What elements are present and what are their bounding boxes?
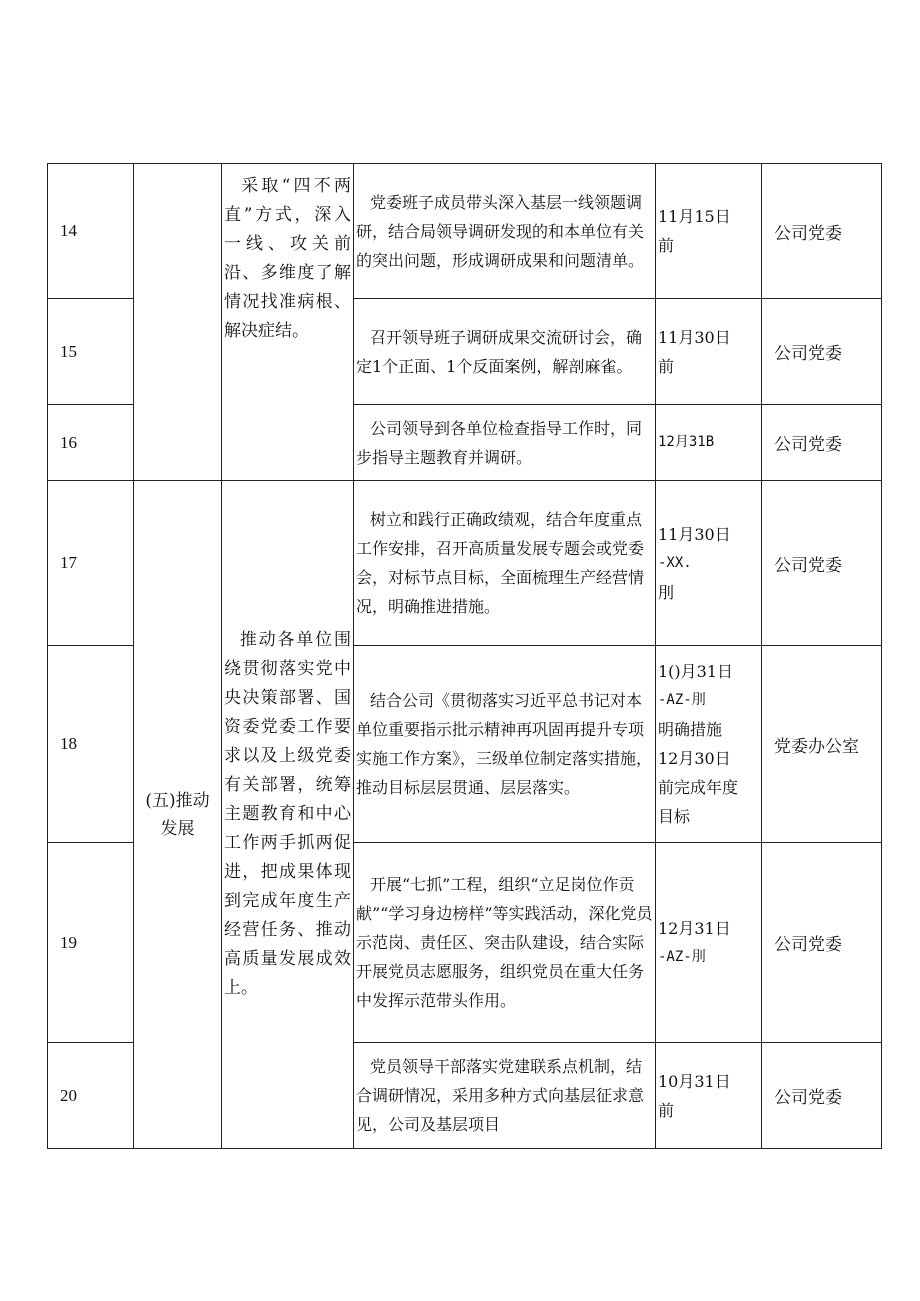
deadline-cell — [656, 299, 762, 405]
deadline-line: 12月31日 — [658, 918, 731, 938]
deadline-line: 前 — [658, 356, 675, 376]
deadline-line: -AZ-刖 — [658, 948, 706, 965]
owner-cell: 公司党委 — [762, 299, 882, 405]
deadline-line: 11月15日 — [658, 207, 731, 226]
description-text: 开展“七抓”工程，组织“立足岗位作贡献”“学习身边榜样”等实践活动，深化党员示范岗、责任区、突击队建设，结合实际开展党员志愿服务，组织党员在重大任务中发挥示范带头作用。 — [356, 875, 653, 1010]
description-cell — [354, 164, 656, 299]
description-cell — [354, 843, 656, 1043]
description-text: 党员领导干部落实党建联系点机制，结合调研情况，采用多种方式向基层征求意见，公司及基层项目 — [356, 1057, 645, 1134]
deadline-line: -AZ-刖 — [658, 692, 706, 708]
owner-cell: 公司党委 — [762, 164, 882, 299]
deadline-cell — [656, 1043, 762, 1149]
row-number: 17 — [48, 481, 134, 646]
deadline-cell — [656, 843, 762, 1043]
owner-cell: 公司党委 — [762, 843, 882, 1043]
deadline-line: 12月31B — [658, 434, 715, 450]
description-text: 党委班子成员带头深入基层一线领题调研，结合局领导调研发现的和本单位有关的突出问题，形成调研成果和问题清单。 — [356, 192, 645, 270]
deadline-line: 目标 — [658, 807, 691, 826]
table-row — [48, 481, 882, 646]
category-text: 推动各单位围绕贯彻落实党中央决策部署、国资委党委工作要求以及上级党委有关部署，统筹主题教育和中心工作两手抓两促进，把成果体现到完成年度生产经营任务、推动高质量发展成效上。 — [224, 630, 351, 998]
item-title: (五)推动发展 — [145, 790, 210, 839]
deadline-cell — [656, 481, 762, 646]
item-cell — [134, 481, 222, 1149]
task-table — [47, 163, 882, 1149]
deadline-line: -XX. — [658, 554, 692, 571]
description-cell — [354, 646, 656, 843]
category-cell — [222, 164, 354, 481]
deadline-line: 刖 — [658, 582, 675, 602]
deadline-line: 1()月31日 — [658, 662, 734, 681]
description-text: 公司领导到各单位检查指导工作时，同步指导主题教育并调研。 — [356, 418, 643, 467]
owner-cell: 公司党委 — [762, 481, 882, 646]
category-cell — [222, 481, 354, 1149]
deadline-line: 10月31日 — [658, 1071, 731, 1091]
row-number: 14 — [48, 164, 134, 299]
row-number: 15 — [48, 299, 134, 405]
deadline-line: 11月30日 — [658, 327, 731, 347]
item-cell-empty — [134, 164, 222, 481]
description-cell — [354, 1043, 656, 1149]
description-text: 树立和践行正确政绩观，结合年度重点工作安排，召开高质量发展专题会或党委会，对标节点目标，全面梳理生产经营情况，明确推进措施。 — [356, 510, 645, 616]
deadline-line: 前完成年度 — [658, 778, 739, 797]
owner-cell: 公司党委 — [762, 405, 882, 481]
owner-cell: 公司党委 — [762, 1043, 882, 1149]
category-text: 采取“四不两直”方式，深入一线、攻关前沿、多维度了解情况找准病根、解决症结。 — [224, 176, 351, 341]
deadline-cell — [656, 405, 762, 481]
description-cell — [354, 299, 656, 405]
description-text: 召开领导班子调研成果交流研讨会，确定1个正面、1个反面案例，解剖麻雀。 — [356, 327, 643, 376]
deadline-line: 12月30日 — [658, 749, 731, 768]
deadline-line: 前 — [658, 236, 675, 255]
row-number: 19 — [48, 843, 134, 1043]
row-number: 20 — [48, 1043, 134, 1149]
deadline-line: 11月30日 — [658, 524, 731, 544]
row-number: 16 — [48, 405, 134, 481]
description-cell — [354, 481, 656, 646]
deadline-cell — [656, 164, 762, 299]
owner-cell: 党委办公室 — [762, 646, 882, 843]
description-text: 结合公司《贯彻落实习近平总书记对本单位重要指示批示精神再巩固再提升专项实施工作方案》，三级单位制定落实措施，推动目标层层贯通、层层落实。 — [356, 691, 653, 797]
deadline-line: 明确措施 — [658, 720, 723, 739]
deadline-cell — [656, 646, 762, 843]
row-number: 18 — [48, 646, 134, 843]
description-cell — [354, 405, 656, 481]
deadline-line: 前 — [658, 1100, 675, 1120]
table-row — [48, 164, 882, 299]
